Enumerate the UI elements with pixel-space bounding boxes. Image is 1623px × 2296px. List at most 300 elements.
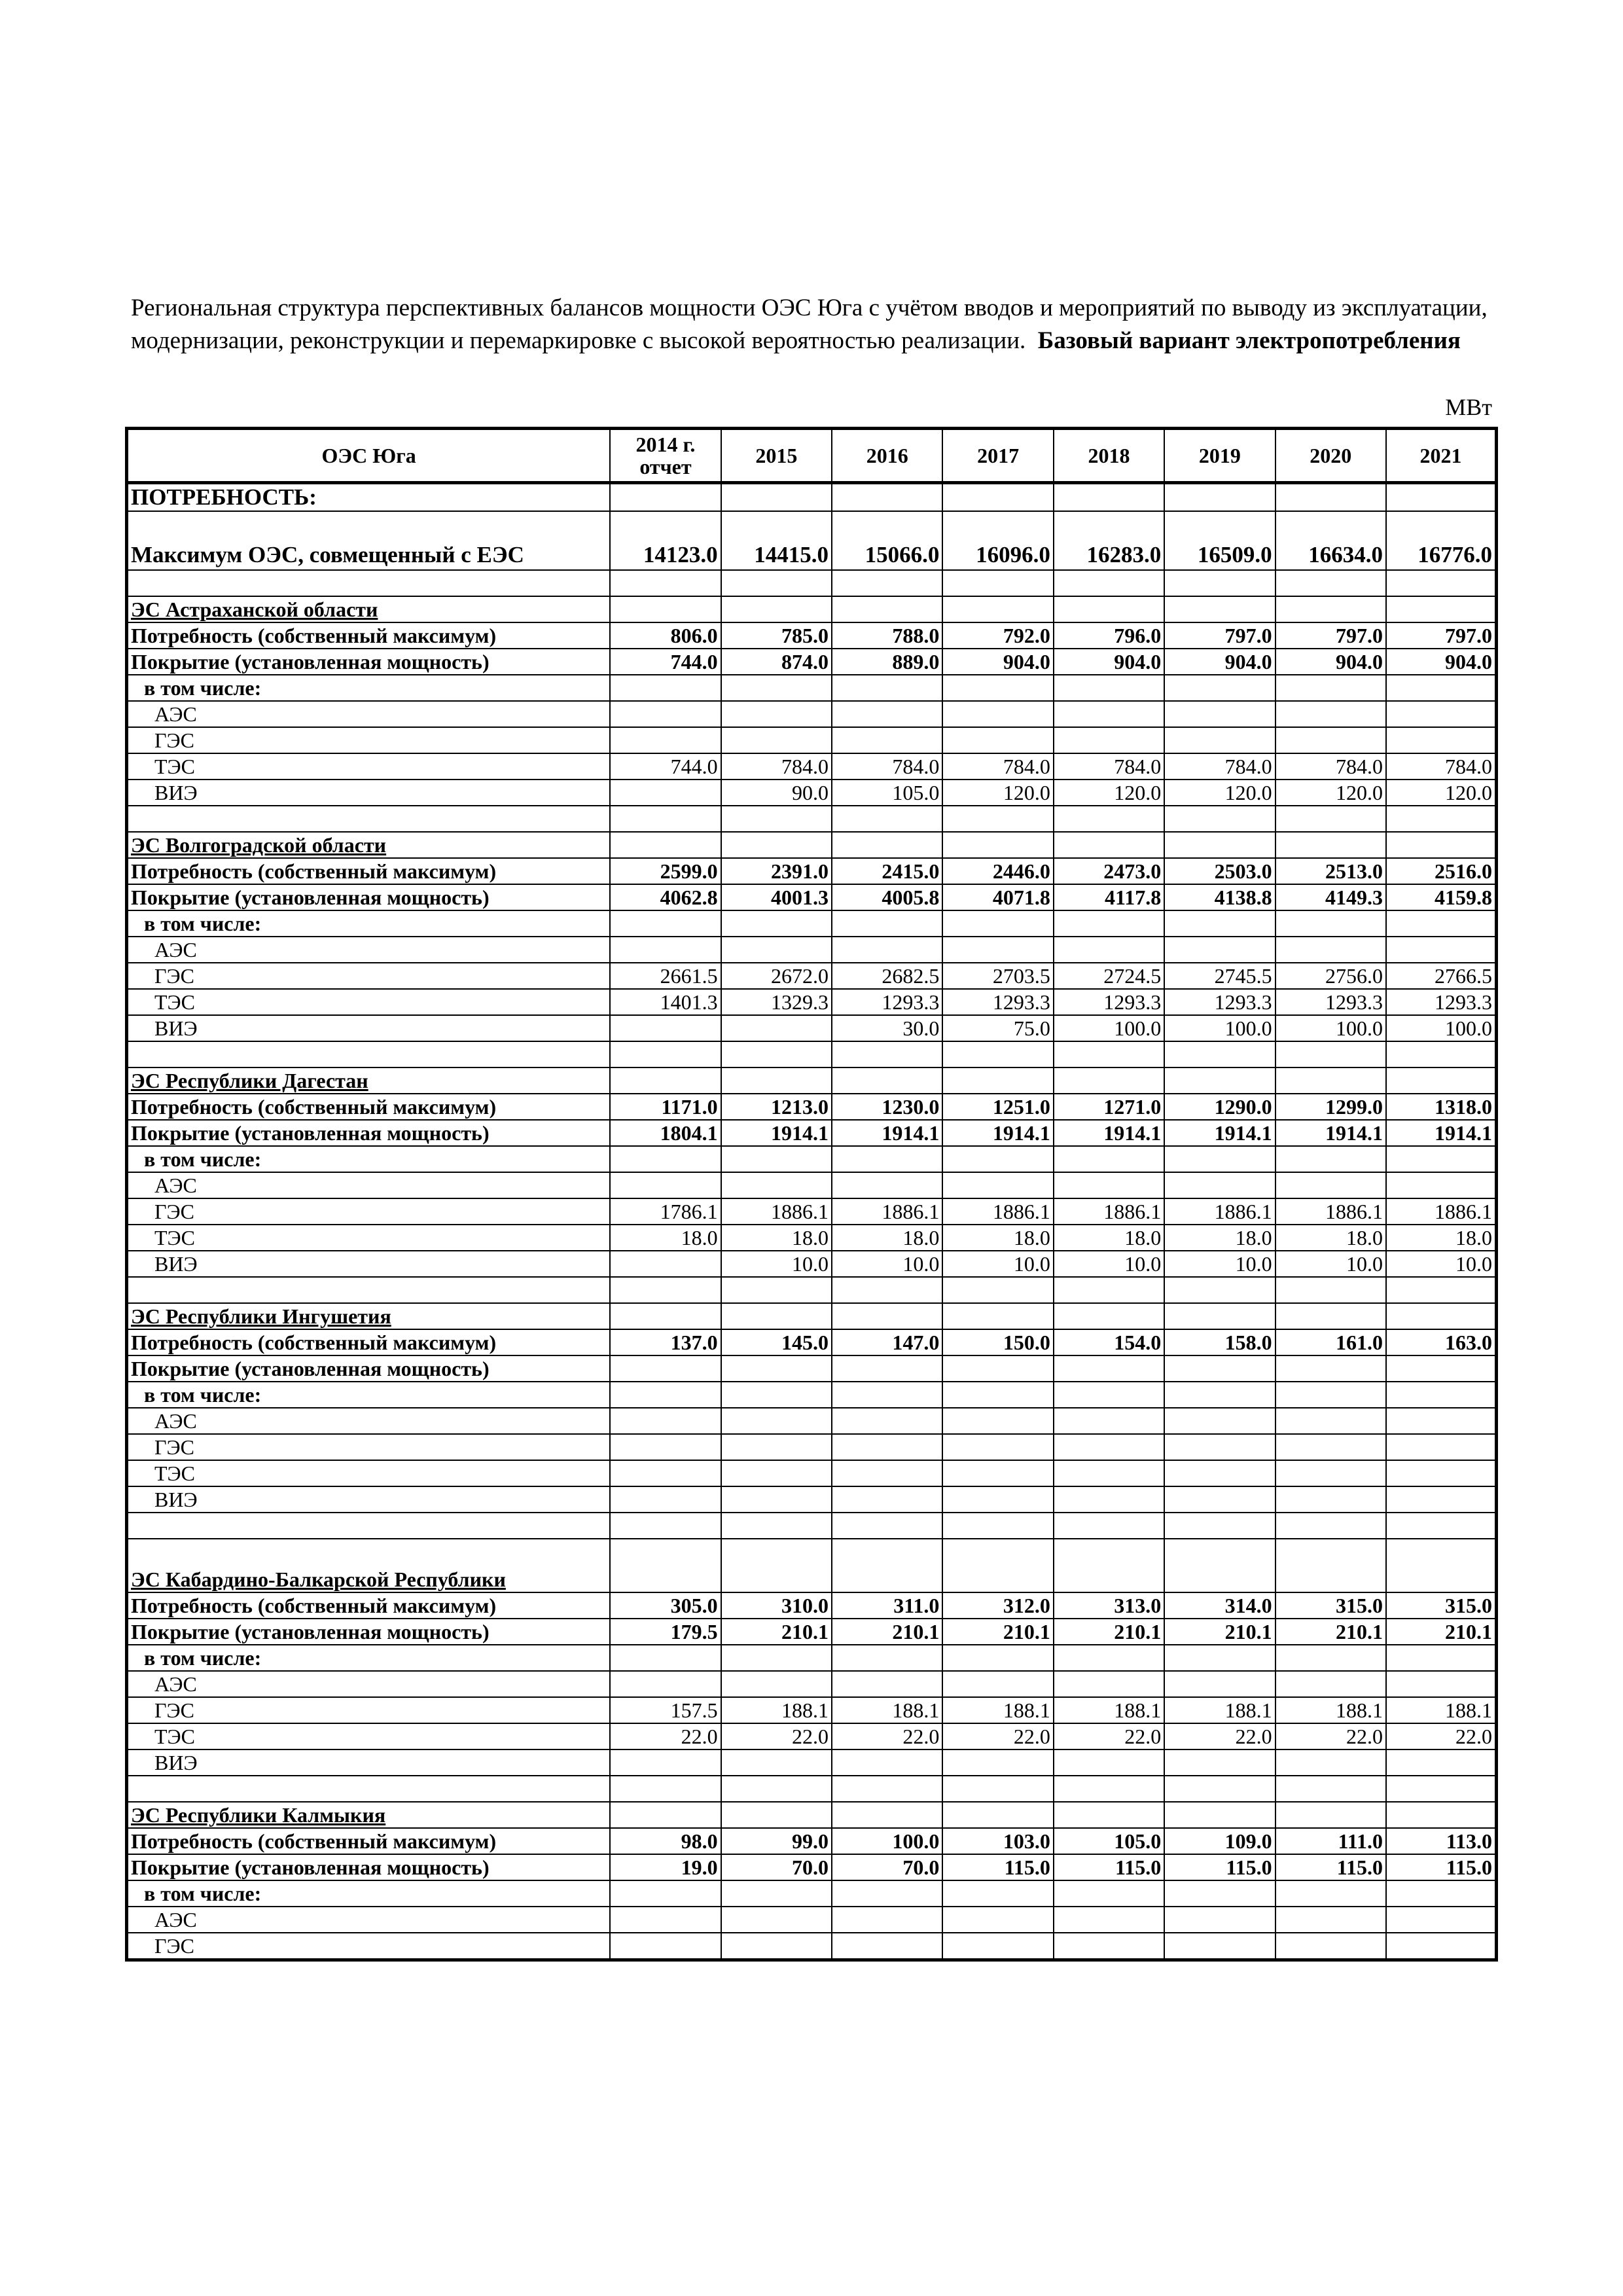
- spacer-row: [127, 1041, 1497, 1067]
- table-cell: 2415.0: [832, 858, 942, 884]
- region-aes-row-label: АЭС: [127, 1907, 611, 1933]
- region-aes-row: [127, 701, 1497, 727]
- region-including-row: [127, 675, 1497, 701]
- region-demand-row-label: Потребность (собственный максимум): [127, 1329, 611, 1355]
- table-cell: [1164, 1802, 1275, 1828]
- table-cell: [610, 1933, 721, 1960]
- table-cell: [1386, 1041, 1497, 1067]
- table-cell: [721, 1749, 832, 1776]
- table-cell: [1164, 1460, 1275, 1486]
- max-value: 16283.0: [1054, 511, 1164, 570]
- table-cell: [832, 1749, 942, 1776]
- table-cell: [721, 1933, 832, 1960]
- table-cell: [1275, 1486, 1386, 1513]
- region-ges-row: [127, 1434, 1497, 1460]
- table-cell: [721, 570, 832, 596]
- table-cell: [1386, 1486, 1497, 1513]
- table-cell: [1386, 1146, 1497, 1172]
- region-aes-row: [127, 1408, 1497, 1434]
- region-vie-row: [127, 780, 1497, 806]
- table-cell: [721, 1645, 832, 1671]
- table-cell: [942, 727, 1053, 753]
- table-cell: [1054, 1408, 1164, 1434]
- table-cell: 22.0: [1054, 1723, 1164, 1749]
- region-heading-row-label: ЭС Республики Ингушетия: [127, 1303, 611, 1329]
- region-including-row-label: в том числе:: [127, 675, 611, 701]
- table-cell: 1886.1: [942, 1198, 1053, 1225]
- table-cell: [1275, 1880, 1386, 1907]
- balance-table: [125, 427, 1498, 1962]
- table-cell: [1275, 701, 1386, 727]
- region-demand-row: [127, 1329, 1497, 1355]
- table-cell: [942, 832, 1053, 858]
- region-including-row-label: в том числе:: [127, 1382, 611, 1408]
- table-cell: 797.0: [1275, 622, 1386, 649]
- table-cell: [1164, 1933, 1275, 1960]
- table-cell: [721, 832, 832, 858]
- table-cell: [610, 832, 721, 858]
- table-cell: 797.0: [1386, 622, 1497, 649]
- table-cell: 1886.1: [721, 1198, 832, 1225]
- table-cell: 4005.8: [832, 884, 942, 910]
- table-cell: [942, 1041, 1053, 1067]
- region-cover-row: [127, 649, 1497, 675]
- table-cell: [1386, 596, 1497, 622]
- table-cell: 18.0: [1275, 1225, 1386, 1251]
- table-cell: [1164, 1067, 1275, 1094]
- table-cell: [1054, 1749, 1164, 1776]
- table-cell: 305.0: [610, 1592, 721, 1619]
- table-cell: 210.1: [942, 1619, 1053, 1645]
- table-cell: 100.0: [1164, 1015, 1275, 1041]
- table-cell: [832, 1146, 942, 1172]
- table-cell: [1164, 1303, 1275, 1329]
- table-cell: [1054, 701, 1164, 727]
- table-cell: 100.0: [1054, 1015, 1164, 1041]
- region-ges-row-label: ГЭС: [127, 1434, 611, 1460]
- max-row-label: Максимум ОЭС, совмещенный с ЕЭС: [127, 511, 611, 570]
- region-heading-row-label: ЭС Кабардино-Балкарской Республики: [127, 1539, 611, 1592]
- spacer-row: [127, 1776, 1497, 1802]
- table-cell: [832, 832, 942, 858]
- table-cell: 145.0: [721, 1329, 832, 1355]
- table-cell: 113.0: [1386, 1828, 1497, 1854]
- table-cell: 22.0: [610, 1723, 721, 1749]
- region-ges-row-label: ГЭС: [127, 727, 611, 753]
- table-cell: 10.0: [1164, 1251, 1275, 1277]
- table-cell: [610, 780, 721, 806]
- region-cover-row-label: Покрытие (установленная мощность): [127, 1854, 611, 1880]
- table-cell: [721, 1802, 832, 1828]
- table-cell: 1886.1: [1275, 1198, 1386, 1225]
- table-cell: 188.1: [1164, 1697, 1275, 1723]
- table-cell: [1054, 1277, 1164, 1303]
- table-cell: 120.0: [1386, 780, 1497, 806]
- table-cell: 115.0: [942, 1854, 1053, 1880]
- region-ges-row-label: ГЭС: [127, 1198, 611, 1225]
- table-cell: 904.0: [1164, 649, 1275, 675]
- table-cell: 784.0: [832, 753, 942, 780]
- table-cell: 1293.3: [1164, 989, 1275, 1015]
- title-bold-text: Базовый вариант электропотребления: [1037, 327, 1461, 354]
- region-including-row-label: в том числе:: [127, 1146, 611, 1172]
- table-cell: [1054, 1880, 1164, 1907]
- table-cell: [1275, 727, 1386, 753]
- table-cell: 157.5: [610, 1697, 721, 1723]
- table-cell: 311.0: [832, 1592, 942, 1619]
- region-vie-row: [127, 1251, 1497, 1277]
- table-cell: [1054, 1434, 1164, 1460]
- spacer-row-label: [127, 1277, 611, 1303]
- table-cell: 784.0: [1386, 753, 1497, 780]
- table-cell: [1054, 1513, 1164, 1539]
- table-cell: 188.1: [721, 1697, 832, 1723]
- table-cell: 2473.0: [1054, 858, 1164, 884]
- table-cell: [832, 1408, 942, 1434]
- table-cell: [1275, 1041, 1386, 1067]
- table-cell: [1386, 1172, 1497, 1198]
- table-cell: 4117.8: [1054, 884, 1164, 910]
- table-cell: 22.0: [832, 1723, 942, 1749]
- table-cell: [1054, 1776, 1164, 1802]
- table-cell: 2745.5: [1164, 963, 1275, 989]
- table-cell: [1054, 1172, 1164, 1198]
- table-cell: 4001.3: [721, 884, 832, 910]
- table-cell: [832, 1907, 942, 1933]
- table-cell: [1054, 1460, 1164, 1486]
- region-aes-row: [127, 1671, 1497, 1697]
- region-aes-row-label: АЭС: [127, 701, 611, 727]
- table-cell: [1164, 1907, 1275, 1933]
- table-cell: 310.0: [721, 1592, 832, 1619]
- table-cell: 744.0: [610, 649, 721, 675]
- table-cell: [1054, 1539, 1164, 1592]
- table-cell: 120.0: [942, 780, 1053, 806]
- table-cell: [610, 1460, 721, 1486]
- region-cover-row: [127, 1854, 1497, 1880]
- table-cell: [942, 1277, 1053, 1303]
- table-body: [127, 483, 1497, 1960]
- region-including-row-label: в том числе:: [127, 910, 611, 937]
- table-cell: [1386, 1408, 1497, 1434]
- region-cover-row-label: Покрытие (установленная мощность): [127, 1355, 611, 1382]
- max-value: 15066.0: [832, 511, 942, 570]
- header-year: 2016: [832, 429, 942, 483]
- region-demand-row-label: Потребность (собственный максимум): [127, 858, 611, 884]
- table-cell: 1914.1: [942, 1120, 1053, 1146]
- table-cell: [610, 1277, 721, 1303]
- table-cell: [1386, 937, 1497, 963]
- table-cell: [1054, 1486, 1164, 1513]
- table-cell: [942, 675, 1053, 701]
- region-tes-row-label: ТЭС: [127, 1460, 611, 1486]
- table-cell: [610, 1749, 721, 1776]
- table-cell: 1299.0: [1275, 1094, 1386, 1120]
- table-cell: 10.0: [832, 1251, 942, 1277]
- table-cell: [942, 1067, 1053, 1094]
- spacer-row: [127, 570, 1497, 596]
- table-cell: 797.0: [1164, 622, 1275, 649]
- region-heading-row-label: ЭС Волгоградской области: [127, 832, 611, 858]
- table-cell: 111.0: [1275, 1828, 1386, 1854]
- table-cell: 1271.0: [1054, 1094, 1164, 1120]
- table-cell: 188.1: [942, 1697, 1053, 1723]
- table-cell: [1164, 832, 1275, 858]
- region-tes-row-label: ТЭС: [127, 753, 611, 780]
- table-cell: [832, 570, 942, 596]
- table-cell: 4062.8: [610, 884, 721, 910]
- table-cell: [1054, 937, 1164, 963]
- table-cell: 904.0: [1275, 649, 1386, 675]
- header-year: 2017: [942, 429, 1053, 483]
- table-cell: 120.0: [1054, 780, 1164, 806]
- table-cell: 18.0: [1386, 1225, 1497, 1251]
- table-cell: 784.0: [721, 753, 832, 780]
- table-cell: 1914.1: [832, 1120, 942, 1146]
- table-cell: [721, 1041, 832, 1067]
- table-cell: [610, 1303, 721, 1329]
- table-cell: [942, 1382, 1053, 1408]
- table-cell: [942, 937, 1053, 963]
- table-cell: [610, 1015, 721, 1041]
- table-cell: 2682.5: [832, 963, 942, 989]
- region-vie-row-label: ВИЭ: [127, 1251, 611, 1277]
- region-vie-row-label: ВИЭ: [127, 1486, 611, 1513]
- table-cell: [942, 1776, 1053, 1802]
- table-cell: [610, 1434, 721, 1460]
- table-cell: [832, 1513, 942, 1539]
- table-cell: [1275, 832, 1386, 858]
- table-cell: [1164, 806, 1275, 832]
- max-row: [127, 511, 1497, 570]
- table-cell: [1275, 910, 1386, 937]
- table-cell: [832, 910, 942, 937]
- table-cell: [1054, 1907, 1164, 1933]
- table-cell: [1164, 1408, 1275, 1434]
- spacer-row: [127, 806, 1497, 832]
- table-cell: 1293.3: [832, 989, 942, 1015]
- table-cell: 18.0: [610, 1225, 721, 1251]
- table-cell: [721, 701, 832, 727]
- table-cell: 2766.5: [1386, 963, 1497, 989]
- table-cell: [1386, 1802, 1497, 1828]
- header-year: 2021: [1386, 429, 1497, 483]
- table-cell: [1054, 1067, 1164, 1094]
- table-cell: [942, 1513, 1053, 1539]
- table-cell: 179.5: [610, 1619, 721, 1645]
- table-cell: 18.0: [832, 1225, 942, 1251]
- table-cell: [1275, 806, 1386, 832]
- table-cell: [1054, 832, 1164, 858]
- table-cell: 784.0: [1275, 753, 1386, 780]
- table-cell: [1386, 1303, 1497, 1329]
- max-value: 14123.0: [610, 511, 721, 570]
- table-cell: [1164, 1749, 1275, 1776]
- region-tes-row: [127, 1723, 1497, 1749]
- table-cell: [721, 1776, 832, 1802]
- table-cell: 1171.0: [610, 1094, 721, 1120]
- table-cell: [1164, 1539, 1275, 1592]
- table-cell: [721, 1671, 832, 1697]
- table-cell: [942, 1933, 1053, 1960]
- table-cell: [1054, 1645, 1164, 1671]
- region-heading-row: [127, 1303, 1497, 1329]
- table-cell: [721, 1907, 832, 1933]
- table-cell: [1386, 1513, 1497, 1539]
- units-label: МВт: [1445, 394, 1492, 420]
- region-ges-row: [127, 727, 1497, 753]
- table-cell: 10.0: [942, 1251, 1053, 1277]
- table-cell: [721, 910, 832, 937]
- table-cell: 22.0: [1275, 1723, 1386, 1749]
- table-cell: [1386, 1539, 1497, 1592]
- table-cell: 889.0: [832, 649, 942, 675]
- max-value: 14415.0: [721, 511, 832, 570]
- table-cell: 4159.8: [1386, 884, 1497, 910]
- table-cell: [1386, 1434, 1497, 1460]
- table-cell: [1386, 806, 1497, 832]
- table-cell: [1164, 727, 1275, 753]
- region-demand-row: [127, 1592, 1497, 1619]
- table-cell: 2503.0: [1164, 858, 1275, 884]
- table-cell: [1275, 1460, 1386, 1486]
- table-cell: [721, 1539, 832, 1592]
- region-cover-row: [127, 884, 1497, 910]
- table-cell: [1386, 701, 1497, 727]
- table-cell: 1251.0: [942, 1094, 1053, 1120]
- table-cell: [1164, 1645, 1275, 1671]
- region-heading-row: [127, 596, 1497, 622]
- table-cell: [610, 1802, 721, 1828]
- table-cell: 784.0: [1164, 753, 1275, 780]
- table-cell: [721, 937, 832, 963]
- region-heading-row-label: ЭС Республики Дагестан: [127, 1067, 611, 1094]
- spacer-row-label: [127, 1513, 611, 1539]
- table-cell: [1054, 1933, 1164, 1960]
- table-cell: 2661.5: [610, 963, 721, 989]
- region-heading-row: [127, 1802, 1497, 1828]
- table-cell: 1230.0: [832, 1094, 942, 1120]
- table-cell: [1386, 1355, 1497, 1382]
- table-cell: [1275, 1645, 1386, 1671]
- region-including-row: [127, 1645, 1497, 1671]
- table-cell: [1054, 596, 1164, 622]
- table-cell: 103.0: [942, 1828, 1053, 1854]
- table-cell: 188.1: [832, 1697, 942, 1723]
- table-cell: [610, 1671, 721, 1697]
- table-cell: [832, 1382, 942, 1408]
- table-cell: [610, 1513, 721, 1539]
- table-cell: 90.0: [721, 780, 832, 806]
- table-cell: [721, 1303, 832, 1329]
- table-cell: 210.1: [721, 1619, 832, 1645]
- table-cell: [832, 675, 942, 701]
- spacer-row-label: [127, 1041, 611, 1067]
- table-cell: 1804.1: [610, 1120, 721, 1146]
- table-cell: [1386, 1671, 1497, 1697]
- table-cell: [832, 1355, 942, 1382]
- table-cell: [942, 1172, 1053, 1198]
- region-aes-row-label: АЭС: [127, 937, 611, 963]
- table-cell: [832, 596, 942, 622]
- table-cell: [832, 1880, 942, 1907]
- table-cell: [1054, 1041, 1164, 1067]
- table-cell: [1386, 832, 1497, 858]
- table-cell: [1164, 596, 1275, 622]
- table-cell: 2703.5: [942, 963, 1053, 989]
- table-cell: [942, 806, 1053, 832]
- table-cell: [1275, 1146, 1386, 1172]
- header-year: 2015: [721, 429, 832, 483]
- table-cell: 163.0: [1386, 1329, 1497, 1355]
- table-cell: [1054, 1355, 1164, 1382]
- table-cell: [942, 596, 1053, 622]
- table-cell: [1386, 1277, 1497, 1303]
- table-cell: 18.0: [942, 1225, 1053, 1251]
- table-cell: [721, 806, 832, 832]
- table-cell: 2513.0: [1275, 858, 1386, 884]
- table-cell: [1386, 1460, 1497, 1486]
- region-ges-row-label: ГЭС: [127, 1697, 611, 1723]
- region-demand-row: [127, 622, 1497, 649]
- max-value: 16096.0: [942, 511, 1053, 570]
- region-including-row: [127, 910, 1497, 937]
- table-cell: [721, 1880, 832, 1907]
- table-cell: 188.1: [1275, 1697, 1386, 1723]
- region-aes-row-label: АЭС: [127, 1408, 611, 1434]
- table-cell: 1886.1: [832, 1198, 942, 1225]
- table-cell: [1386, 1776, 1497, 1802]
- table-cell: 1329.3: [721, 989, 832, 1015]
- table-cell: [721, 1434, 832, 1460]
- region-vie-row: [127, 1749, 1497, 1776]
- table-cell: [610, 1645, 721, 1671]
- table-cell: 784.0: [942, 753, 1053, 780]
- table-cell: 315.0: [1386, 1592, 1497, 1619]
- table-cell: 1886.1: [1164, 1198, 1275, 1225]
- region-demand-row-label: Потребность (собственный максимум): [127, 1592, 611, 1619]
- table-cell: [942, 1802, 1053, 1828]
- table-cell: [721, 1277, 832, 1303]
- region-tes-row: [127, 1460, 1497, 1486]
- table-cell: [942, 1146, 1053, 1172]
- region-demand-row: [127, 858, 1497, 884]
- table-cell: 1914.1: [1164, 1120, 1275, 1146]
- region-demand-row-label: Потребность (собственный максимум): [127, 1094, 611, 1120]
- table-cell: [610, 570, 721, 596]
- table-cell: [832, 1172, 942, 1198]
- table-cell: [610, 1067, 721, 1094]
- table-cell: [1386, 1880, 1497, 1907]
- table-cell: [1386, 570, 1497, 596]
- table-cell: [1386, 727, 1497, 753]
- table-cell: 210.1: [1054, 1619, 1164, 1645]
- table-cell: [1164, 1513, 1275, 1539]
- table-cell: 1318.0: [1386, 1094, 1497, 1120]
- region-ges-row: [127, 1933, 1497, 1960]
- table-cell: [1275, 570, 1386, 596]
- table-cell: 18.0: [1164, 1225, 1275, 1251]
- table-cell: [942, 1749, 1053, 1776]
- table-cell: [1164, 910, 1275, 937]
- table-cell: [1275, 937, 1386, 963]
- table-cell: 1886.1: [1386, 1198, 1497, 1225]
- table-cell: [832, 1041, 942, 1067]
- table-cell: [610, 1251, 721, 1277]
- table-cell: [610, 1539, 721, 1592]
- table-cell: [1275, 1303, 1386, 1329]
- table-cell: 100.0: [1275, 1015, 1386, 1041]
